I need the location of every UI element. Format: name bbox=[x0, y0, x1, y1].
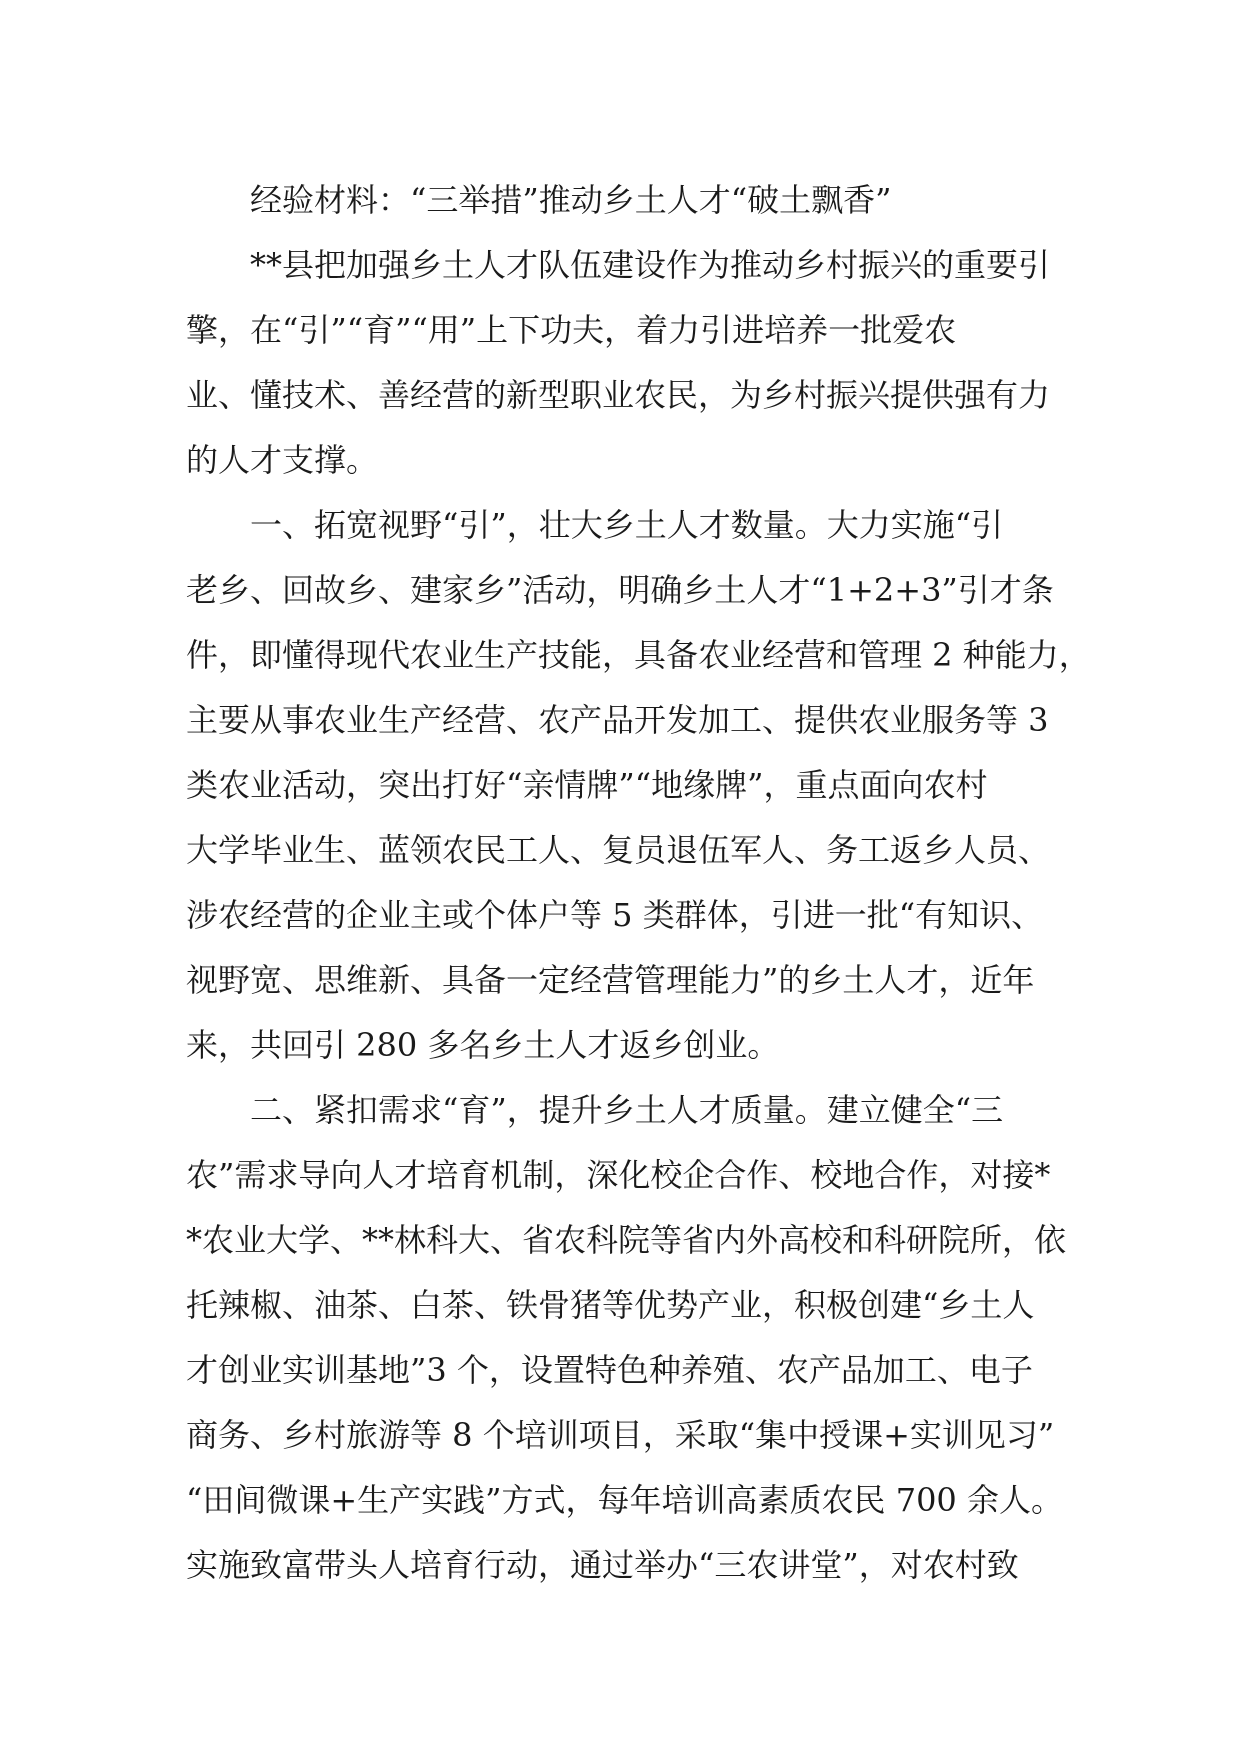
paragraph-line: 件，即懂得现代农业生产技能，具备农业经营和管理 2 种能力， bbox=[186, 636, 1091, 674]
paragraph-section-one bbox=[186, 493, 1091, 1078]
paragraph-line: **县把加强乡土人才队伍建设作为推动乡村振兴的重要引 bbox=[250, 246, 1051, 284]
paragraph-line: “田间微课+生产实践”方式，每年培训高素质农民 700 余人。 bbox=[186, 1481, 1063, 1519]
paragraph-line: 商务、乡村旅游等 8 个培训项目，采取“集中授课+实训见习” bbox=[186, 1416, 1055, 1454]
paragraph-line: 来，共回引 280 多名乡土人才返乡创业。 bbox=[186, 1026, 780, 1064]
paragraph-line: 的人才支撑。 bbox=[186, 441, 379, 479]
paragraph-line: 农”需求导向人才培育机制，深化校企合作、校地合作，对接* bbox=[186, 1156, 1051, 1194]
paragraph-line: 才创业实训基地”3 个，设置特色种养殖、农产品加工、电子 bbox=[186, 1351, 1033, 1389]
paragraph-line: *农业大学、**林科大、省农科院等省内外高校和科研院所，依 bbox=[186, 1221, 1067, 1259]
document-body bbox=[186, 168, 1091, 1598]
paragraph-line: 类农业活动，突出打好“亲情牌”“地缘牌”，重点面向农村 bbox=[186, 766, 988, 804]
paragraph-line: 视野宽、思维新、具备一定经营管理能力”的乡土人才，近年 bbox=[186, 961, 1035, 999]
paragraph-line: 擎，在“引”“育”“用”上下功夫，着力引进培养一批爱农 bbox=[186, 311, 957, 349]
paragraph-line: 大学毕业生、蓝领农民工人、复员退伍军人、务工返乡人员、 bbox=[186, 831, 1051, 869]
document-title: 经验材料：“三举措”推动乡土人才“破土飘香” bbox=[250, 181, 892, 219]
paragraph-line: 业、懂技术、善经营的新型职业农民，为乡村振兴提供强有力 bbox=[186, 376, 1051, 414]
paragraph-line: 涉农经营的企业主或个体户等 5 类群体，引进一批“有知识、 bbox=[186, 896, 1044, 934]
paragraph-line: 一、拓宽视野“引”，壮大乡土人才数量。大力实施“引 bbox=[250, 506, 1004, 544]
paragraph-line: 老乡、回故乡、建家乡”活动，明确乡土人才“1+2+3”引才条 bbox=[186, 571, 1054, 609]
paragraph-intro bbox=[186, 233, 1071, 493]
paragraph-line: 主要从事农业生产经营、农产品开发加工、提供农业服务等 3 bbox=[186, 701, 1049, 739]
paragraph-line: 托辣椒、油茶、白茶、铁骨猪等优势产业，积极创建“乡土人 bbox=[186, 1286, 1035, 1324]
paragraph-line: 实施致富带头人培育行动，通过举办“三农讲堂”，对农村致 bbox=[186, 1546, 1019, 1584]
paragraph-section-two bbox=[186, 1078, 1071, 1598]
paragraph-line: 二、紧扣需求“育”，提升乡土人才质量。建立健全“三 bbox=[250, 1091, 1004, 1129]
